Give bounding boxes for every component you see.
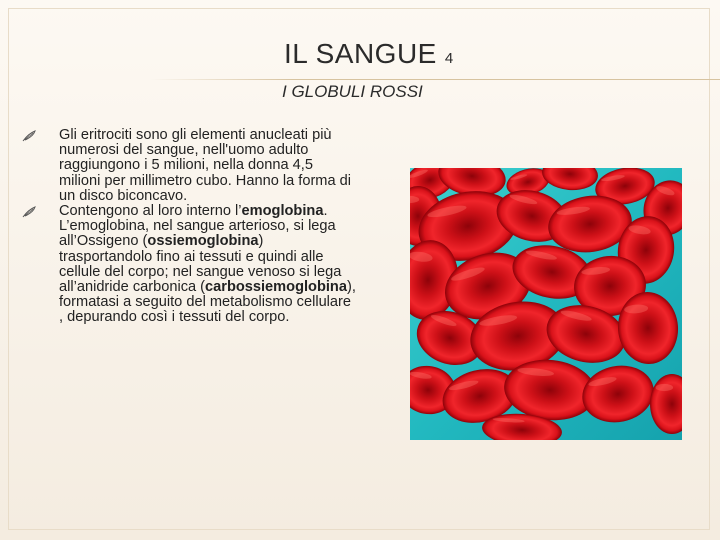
bold-term: ossiemoglobina	[147, 233, 259, 250]
slide-title	[284, 38, 454, 70]
red-blood-cells-photo	[410, 168, 682, 440]
slide-number: 4	[444, 50, 454, 67]
feather-quill-icon	[22, 206, 36, 218]
title-text: IL SANGUE	[284, 38, 437, 69]
bullet-text: Gli eritrociti sono gli elementi anucleati più numerosi del sangue, nell'uomo adulto raggiungono i 5 milioni, nella donna 4,5 milioni per millimetro cubo. Hanno la forma di un disco biconcavo.	[59, 127, 351, 204]
title-divider	[150, 79, 720, 80]
bullet-text: Contengono al loro interno l’	[59, 203, 242, 220]
bold-term: carbossiemoglobina	[205, 279, 347, 296]
bold-term: emoglobina	[241, 203, 324, 220]
bullet-item	[22, 204, 357, 326]
bullet-text: . L’emoglobina, nel sangue arterioso, si lega all’Ossigeno (	[59, 203, 336, 250]
bullet-text: ) trasportandolo fino ai tessuti e quindi alle cellule del corpo; nel sangue venoso si lega all’anidride carbonica (	[59, 233, 342, 296]
slide-subtitle: I GLOBULI ROSSI	[282, 82, 423, 101]
bullet-list	[22, 128, 357, 326]
bullet-item	[22, 128, 357, 204]
feather-quill-icon	[22, 130, 36, 142]
bullet-text: ), formatasi a seguito del metabolismo cellulare , depurando così i tessuti del corpo.	[59, 279, 356, 326]
